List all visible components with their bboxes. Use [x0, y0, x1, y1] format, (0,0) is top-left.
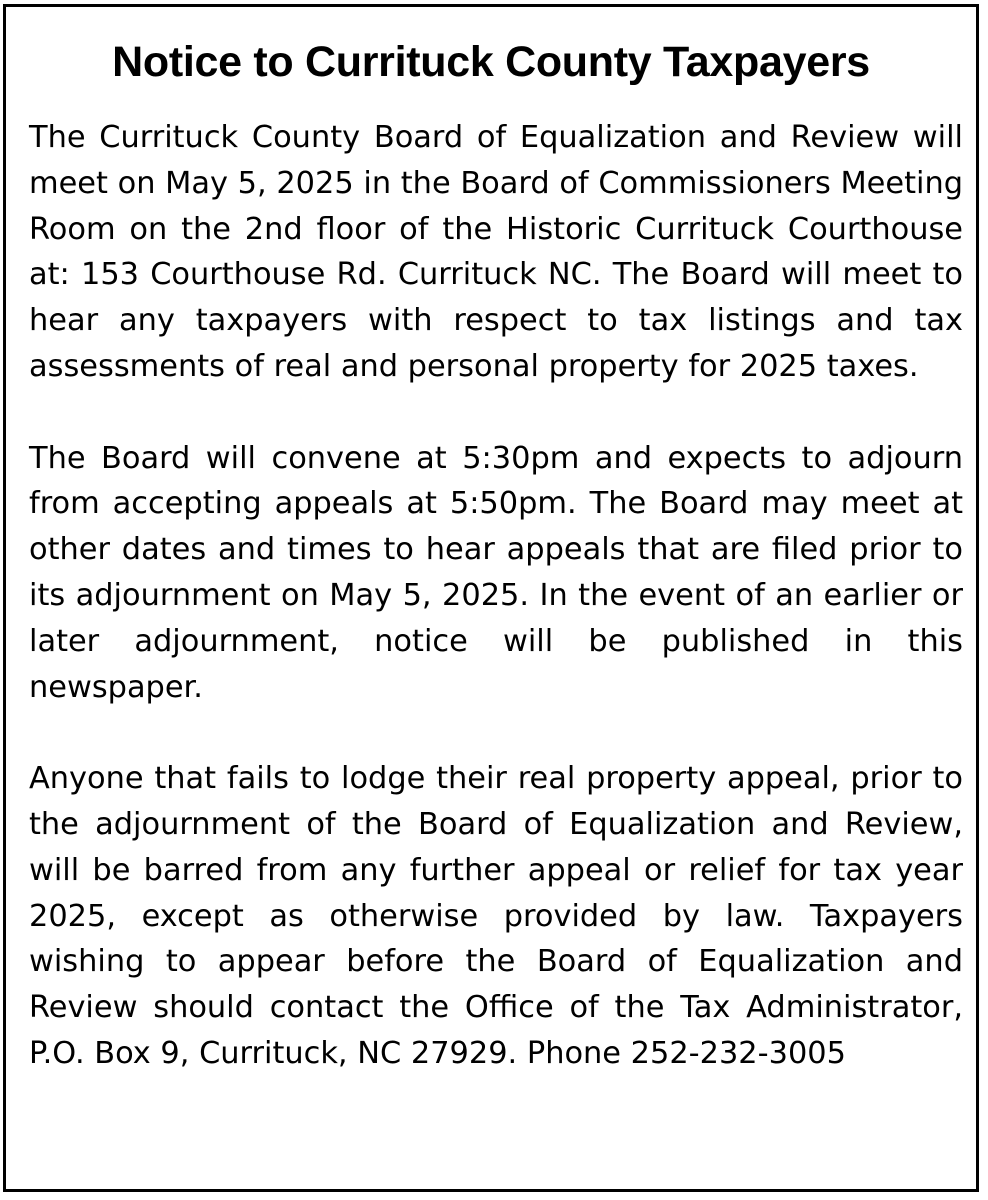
- notice-box: [3, 4, 979, 1192]
- notice-title: Notice to Currituck County Taxpayers: [112, 38, 870, 86]
- notice-paragraph-meeting: The Currituck County Board of Equalization and Review will meet on May 5, 2025 in the Board of Commissioners Meeting Room on the 2nd floor of the Historic Currituck Courthouse at: 153 Courthouse Rd. Currituck NC. The Board will meet to hear any taxpayers with respect to tax listings and tax assessments of real and personal property for 2025 taxes.: [29, 120, 963, 384]
- notice-paragraph-appeals: Anyone that fails to lodge their real property appeal, prior to the adjournment of the Board of Equalization and Review, will be barred from any further appeal or relief for tax year 2025, except as otherwise provided by law. Taxpayers wishing to appear before the Board of Equalization and Review should contact the Office of the Tax Administrator, P.O. Box 9, Currituck, NC 27929. Phone 252-232-3005: [29, 761, 963, 1071]
- notice-paragraph-schedule: The Board will convene at 5:30pm and expects to adjourn from accepting appeals at 5:50pm. The Board may meet at other dates and times to hear appeals that are filed prior to its adjournment on May 5, 2025. In the event of an earlier or later adjournment, notice will be published in this newspaper.: [29, 440, 963, 705]
- notice-body: [29, 115, 963, 1077]
